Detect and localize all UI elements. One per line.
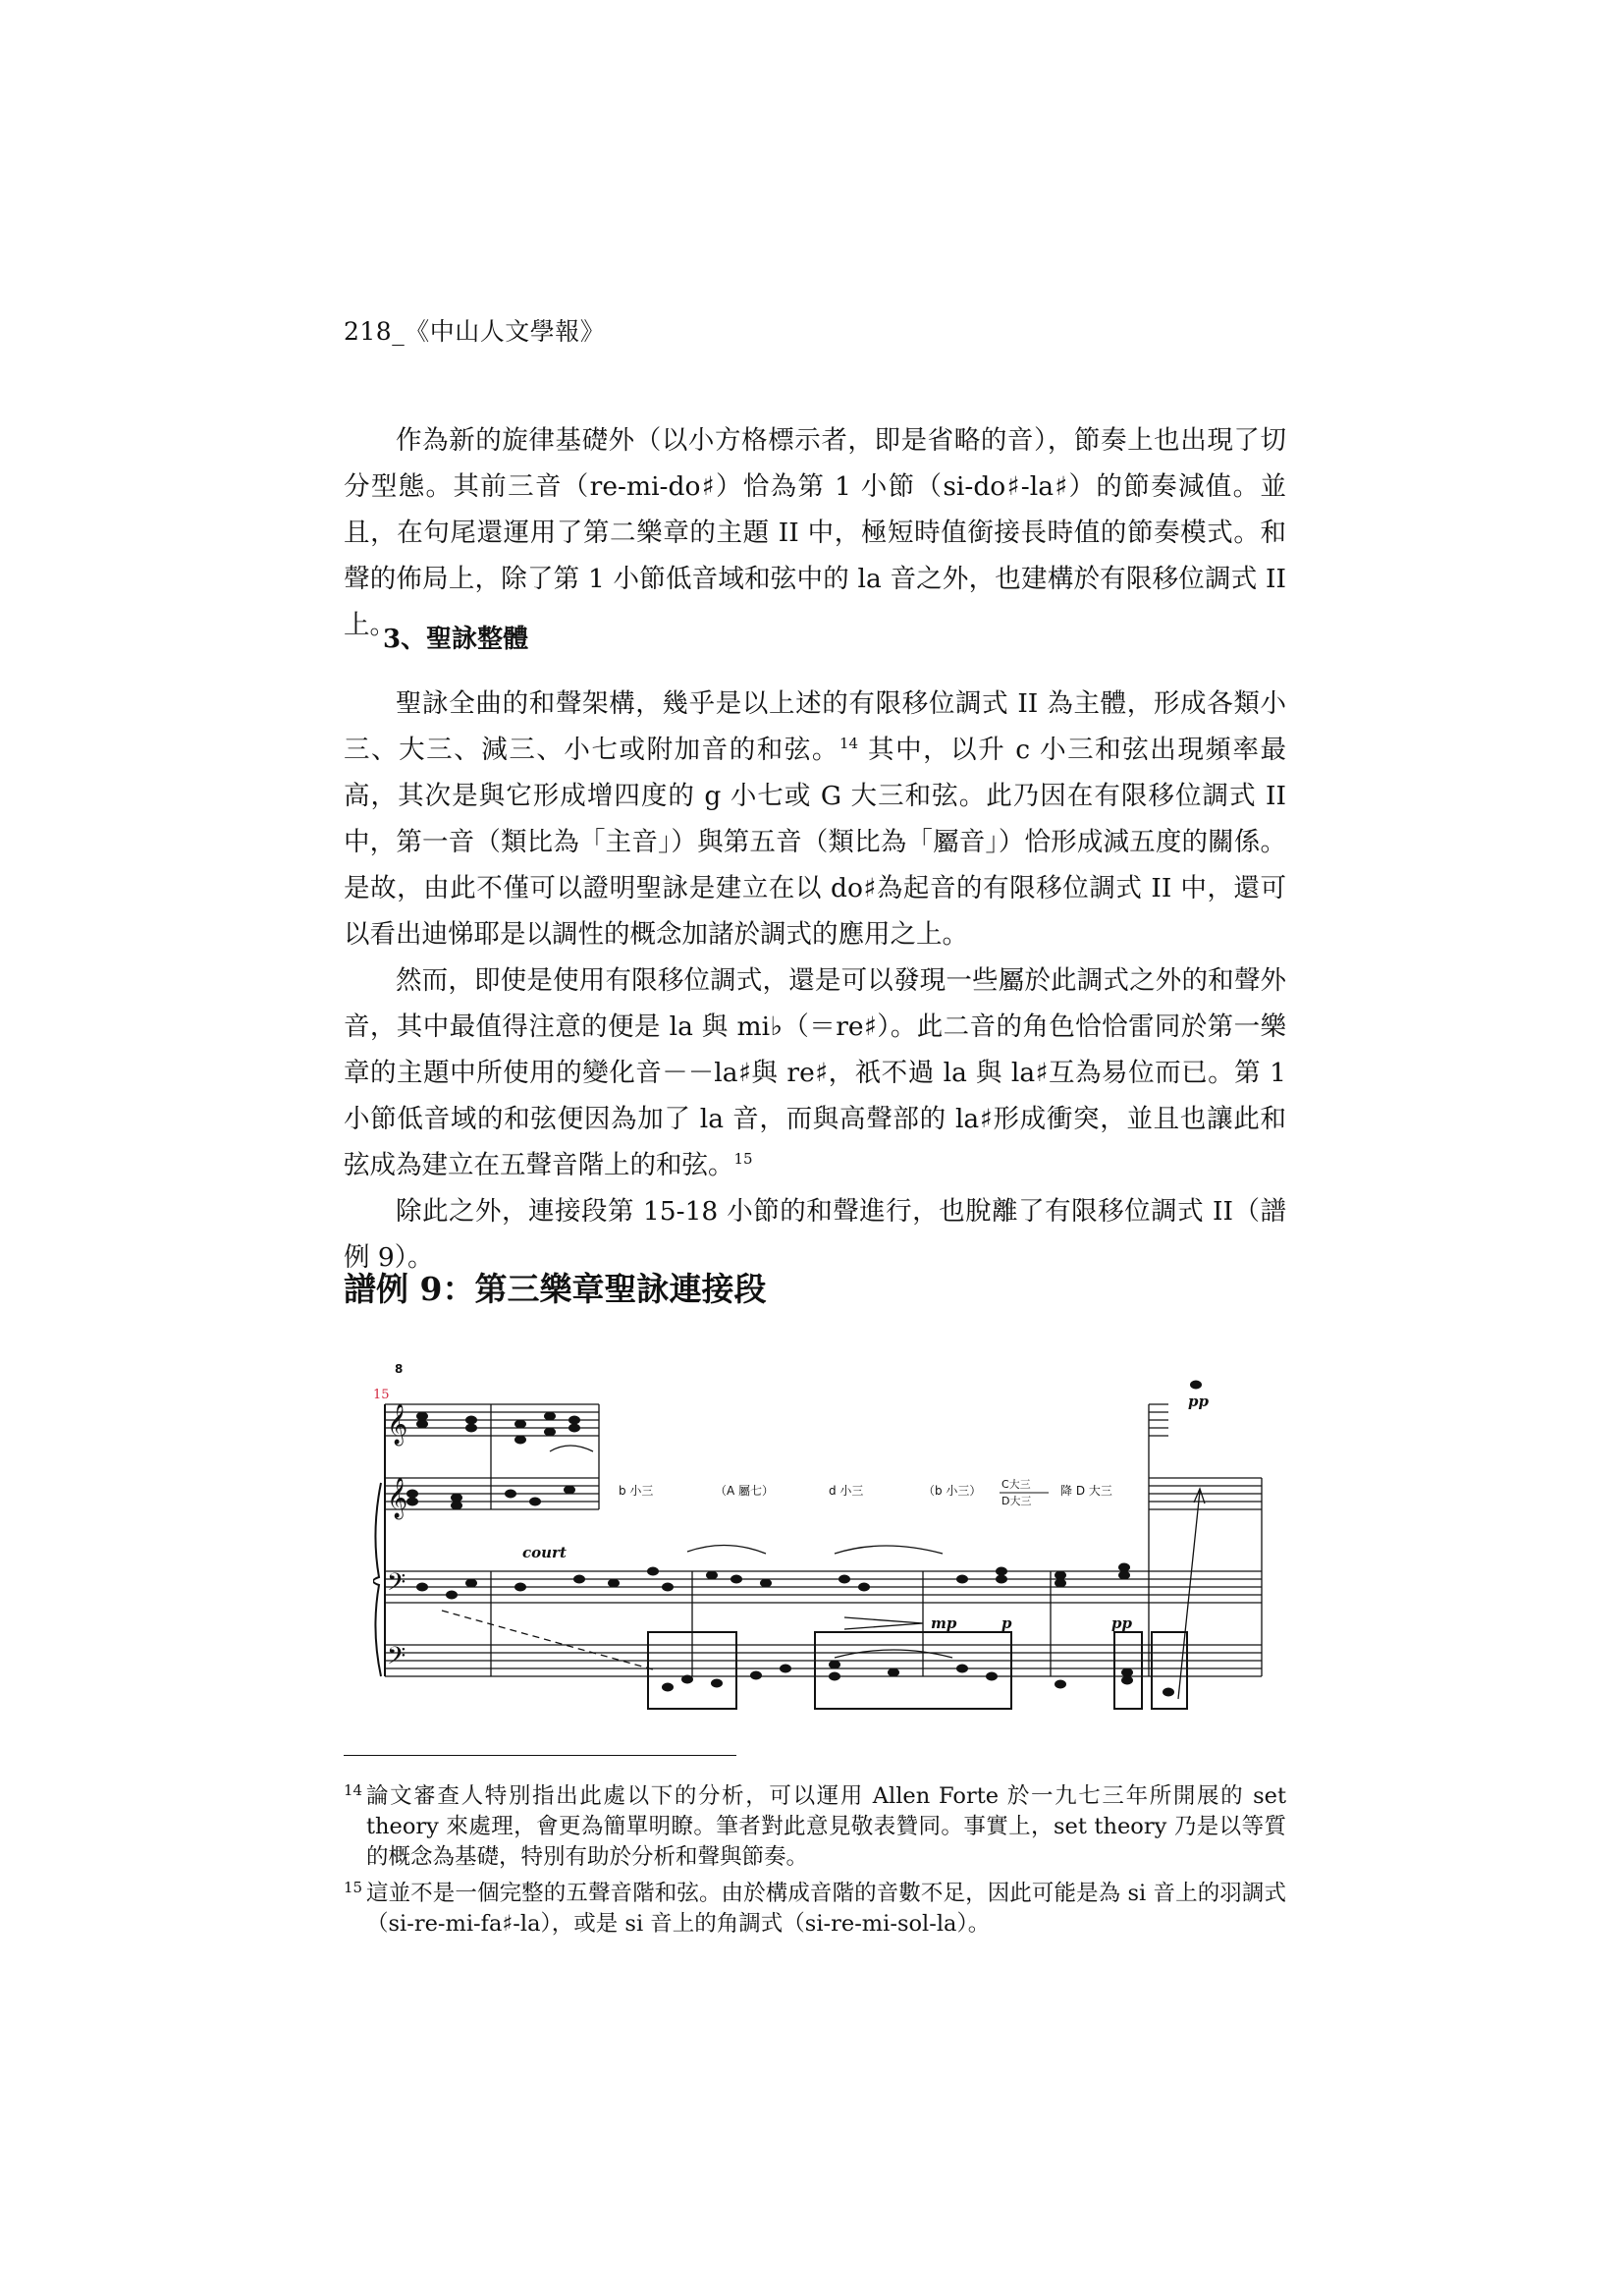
- footnote-ref-14[interactable]: 14: [839, 735, 859, 753]
- footnote-rule: [344, 1755, 736, 1756]
- dynamic-pp-top: pp: [1188, 1393, 1209, 1410]
- bass-clef-1: 𝄢: [387, 1568, 406, 1603]
- section-heading: 3、聖詠整體: [383, 625, 529, 654]
- bass-clef-2: 𝄢: [387, 1642, 406, 1676]
- footnote-14-number: 14: [344, 1781, 363, 1799]
- footnote-14-text: 論文審查人特別指出此處以下的分析，可以運用 Allen Forte 於一九七三年所開展的 set theory 來處理，會更為簡單明瞭。筆者對此意見敬表贊同。事實上，set theory 乃是以等質的概念為基礎，特別有助於分析和聲與節奏。: [366, 1783, 1286, 1870]
- label-d-major: D大三: [1001, 1495, 1032, 1507]
- ottava-mark: 8: [395, 1362, 404, 1376]
- figure-title: 譜例 9：第三樂章聖詠連接段: [344, 1270, 767, 1308]
- footnote-15: [344, 1879, 1286, 1940]
- label-b-minor: b 小三: [619, 1484, 654, 1498]
- dynamic-p: p: [1001, 1614, 1012, 1632]
- label-a-dom7: （A 屬七）: [715, 1484, 775, 1498]
- treble-clef-2: 𝄞: [387, 1478, 408, 1518]
- label-c-major: C大三: [1001, 1478, 1031, 1491]
- treble-clef-1: 𝄞: [387, 1404, 408, 1445]
- dynamic-pp: pp: [1111, 1614, 1132, 1632]
- paragraph-3: [344, 957, 1286, 1188]
- court-marking: court: [522, 1544, 567, 1561]
- paragraph-3-text: 然而，即使是使用有限移位調式，還是可以發現一些屬於此調式之外的和聲外音，其中最值得注意的便是 la 與 mi♭（＝re♯）。此二音的角色恰恰雷同於第一樂章的主題中所使用的變化音－－la♯與 re♯，祇不過 la 與 la♯互為易位而已。第 1 小節低音域的和弦便因為加了 la 音，而與高聲部的 la♯形成衝突，並且也讓此和弦成為建立在五聲音階上的和弦。: [344, 965, 1286, 1180]
- running-header: 218_《中山人文學報》: [344, 317, 606, 346]
- paragraph-4: 除此之外，連接段第 15-18 小節的和聲進行，也脫離了有限移位調式 II（譜例 9）。: [344, 1196, 1286, 1273]
- footnote-14: [344, 1781, 1286, 1873]
- paragraph-2-part-b: 其中，以升 c 小三和弦出現頻率最高，其次是與它形成增四度的 g 小七或 G 大三和弦。此乃因在有限移位調式 II 中，第一音（類比為「主音」）與第五音（類比為「屬音」）恰形成減五度的關係。是故，由此不僅可以證明聖詠是建立在以 do♯為起音的有限移位調式 II 中，還可以看出迪悌耶是以調性的概念加諸於調式的應用之上。: [344, 735, 1286, 950]
- label-db-major: 降 D 大三: [1060, 1484, 1112, 1498]
- dynamic-mp: mp: [931, 1614, 957, 1632]
- footnote-15-number: 15: [344, 1879, 363, 1896]
- label-d-minor: d 小三: [829, 1484, 864, 1498]
- footnote-15-text: 這並不是一個完整的五聲音階和弦。由於構成音階的音數不足，因此可能是為 si 音上的羽調式（si-re-mi-fa♯-la），或是 si 音上的角調式（si-re-mi-sol-la）。: [366, 1881, 1286, 1937]
- measure-number: 15: [373, 1388, 390, 1402]
- paragraph-1: 作為新的旋律基礎外（以小方格標示者，即是省略的音），節奏上也出現了切分型態。其前三音（re-mi-do♯）恰為第 1 小節（si-do♯-la♯）的節奏減值。並且，在句尾還運用了第二樂章的主題 II 中，極短時值銜接長時值的節奏模式。和聲的佈局上，除了第 1 小節低音域和弦中的 la 音之外，也建構於有限移位調式 II 上。: [344, 425, 1286, 640]
- footnote-ref-15[interactable]: 15: [733, 1150, 753, 1169]
- music-score: [373, 1345, 1276, 1738]
- label-b-minor-paren: （b 小三）: [923, 1484, 982, 1498]
- staff-1: [385, 1404, 1168, 1436]
- paragraph-2: [344, 681, 1286, 957]
- paragraph-2-part-a: 聖詠全曲的和聲架構，幾乎是以上述的有限移位調式 II 為主體，形成各類小三、大三、減三、小七或附加音的和弦。: [344, 688, 1286, 765]
